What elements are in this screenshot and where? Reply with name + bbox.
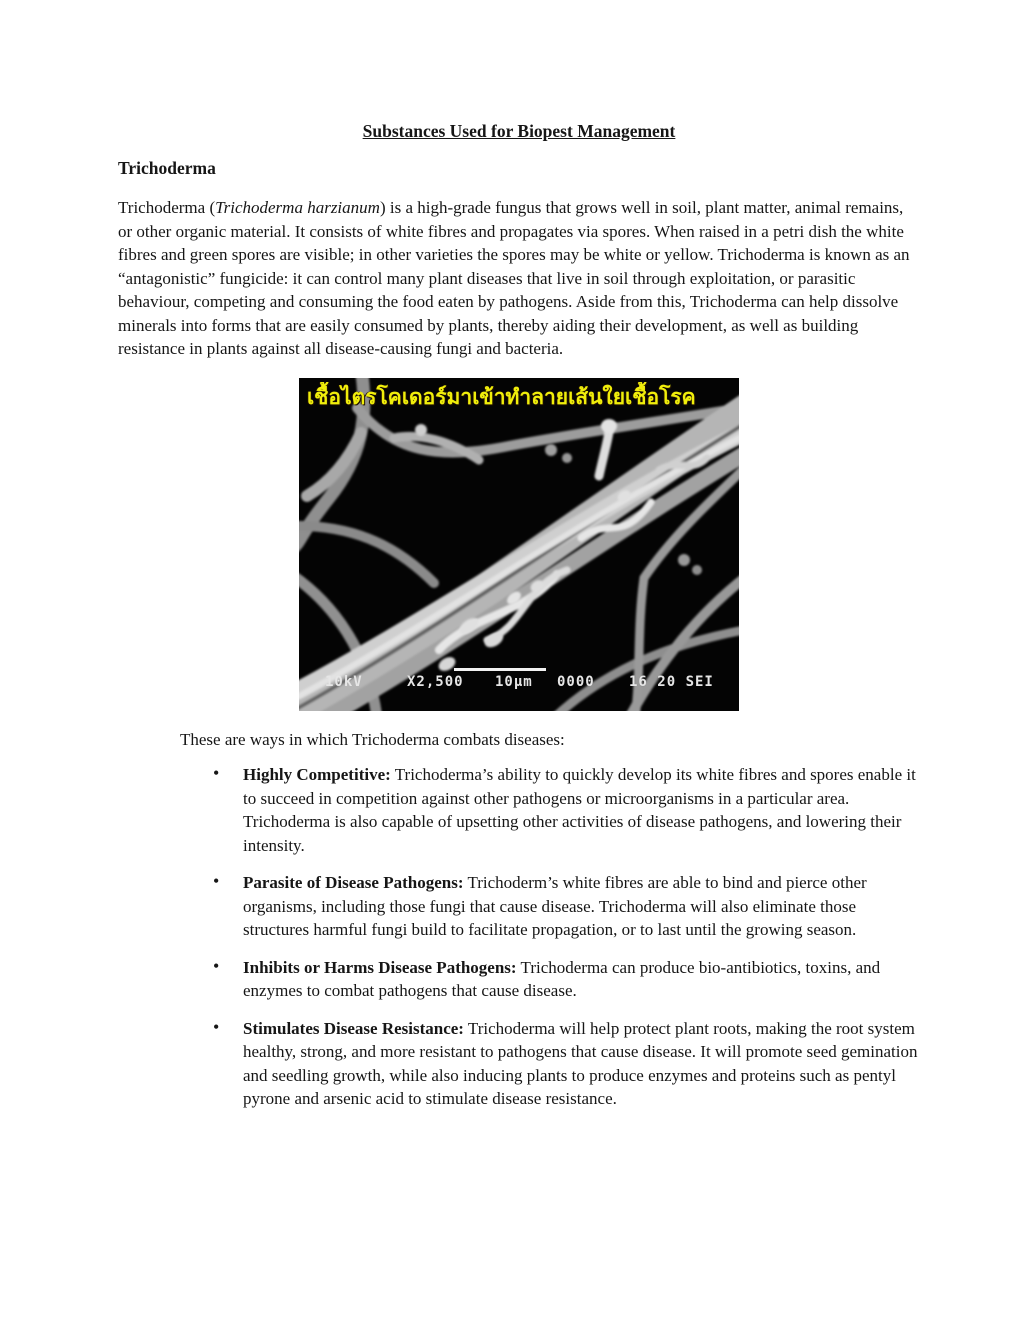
bullet-icon: • xyxy=(213,763,220,783)
bullet-icon: • xyxy=(213,1016,220,1037)
figure-caption-thai: เชื้อไตรโคเดอร์มาเข้าทำลายเส้นใยเชื้อโรค xyxy=(307,384,696,409)
list-item-label: Inhibits or Harms Disease Pathogens: xyxy=(243,957,517,977)
sem-scale-label: 10µm xyxy=(495,673,533,690)
list-item-label: Stimulates Disease Resistance: xyxy=(243,1018,464,1038)
intro-rest: ) is a high-grade fungus that grows well in soil, plant matter, animal remains, or other organic material. It consists of white fibres and propagates via spores. When raised in a petri dish the white fibres and green spores are visible; in other varieties the spores may be white or yellow. Trichoderma is known as an “antagonistic” fungicide: it can control many plant diseases that live in soil through exploitation, or parasitic behaviour, competing and consuming the food eaten by pathogens. Aside from this, Trichoderma can help dissolve minerals into forms that are easily consumed by plants, thereby aiding their development, as well as building resistance in plants against all disease-causing fungi and bacteria. xyxy=(118,198,910,358)
list-item-text: Trichoderma will help protect plant roots, making the root system healthy, strong, and more resistant to pathogens that cause disease. It will promote seed gemination and seedling growth, while also inducing plants to produce enzymes and proteins such as pentyl pyrone and arsenic acid to stimulate disease resistance. xyxy=(243,1018,918,1108)
list-item xyxy=(213,1016,920,1111)
list-item-text: Trichoderm’s white fibres are able to bind and pierce other organisms, including those fungi that cause disease. Trichoderma will also eliminate those structures harmful fungi build to facilitate propagation, or to last until the growing season. xyxy=(243,873,867,939)
list-item-label: Highly Competitive: xyxy=(243,765,391,784)
intro-paragraph xyxy=(118,196,920,361)
list-item-text: Trichoderma can produce bio-antibiotics, toxins, and enzymes to combat pathogens that cause disease. xyxy=(243,957,881,1000)
page-title: Substances Used for Biopest Management xyxy=(362,121,676,141)
list-item xyxy=(213,763,920,857)
sem-info-bar xyxy=(299,378,739,711)
sem-scale-bar xyxy=(454,668,546,671)
intro-lead: Trichoderma ( xyxy=(118,198,216,217)
list-item-label: Parasite of Disease Pathogens: xyxy=(243,873,464,892)
list-item-text: Trichoderma’s ability to quickly develop its white fibres and spores enable it to succeed in competition against other pathogens or microorganisms in a particular area. Trichoderma is also capable of upsetting other activities of disease pathogens, and lowering their intensity. xyxy=(243,765,916,855)
sem-magnification-label: X2,500 xyxy=(407,673,464,690)
sem-micrograph-figure xyxy=(299,378,739,711)
bullet-icon: • xyxy=(213,955,220,976)
bullet-icon: • xyxy=(213,871,220,891)
section-heading: Trichoderma xyxy=(118,158,216,178)
benefits-list xyxy=(118,763,920,1111)
list-intro-line: These are ways in which Trichoderma combats diseases: xyxy=(180,729,565,749)
sem-voltage-label: 10kV xyxy=(325,673,363,690)
sem-frame-counter: 0000 xyxy=(557,673,595,690)
list-item xyxy=(213,871,920,942)
sem-detector-label: 16 20 SEI xyxy=(629,673,714,690)
list-item xyxy=(213,955,920,1003)
species-name-italic: Trichoderma harzianum xyxy=(215,198,380,217)
